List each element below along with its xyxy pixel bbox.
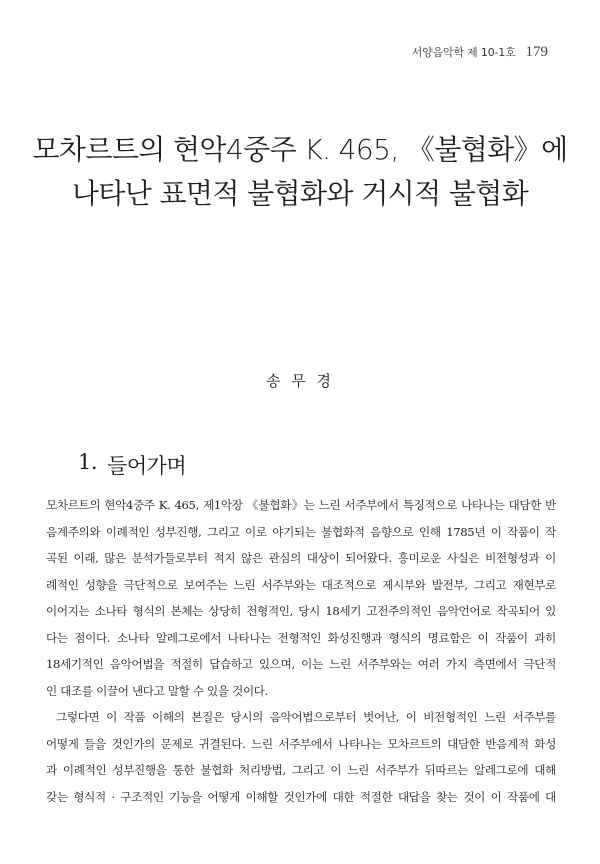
article-title-line-2: 나타난 표면적 불협화와 거시적 불협화 (71, 177, 529, 210)
paragraph-1-line: 인 대조를 이끌어 낸다고 말할 수 있을 것이다. (46, 683, 268, 698)
running-header (412, 44, 548, 61)
article-title-line-1: 모차르트의 현악4중주 K. 465, 《불협화》에 (32, 133, 568, 166)
body-text (46, 492, 556, 810)
paragraph-2-line: 과 이례적인 성부진행을 통한 불협화 처리방법, 그리고 이 느린 서주부가 뒤따르는 알레그로에 대해 (46, 763, 556, 777)
paragraph-2-line: 어떻게 들을 것인가의 문제로 귀결된다. 느린 서주부에서 나타나는 모차르트의 대담한 반음계적 화성 (46, 736, 556, 751)
section-title: 들어가며 (107, 454, 187, 478)
paragraph-1-line: 모차르트의 현악4중주 K. 465, 제1악장 《불협화》는 느린 서주부에서 특징적으로 나타나는 대담한 반 (46, 498, 556, 512)
paragraph-1-line: 이어지는 소나타 형식의 본체는 상당히 전형적인, 당시 18세기 고전주의적인 음악언어로 작곡되어 있 (46, 604, 556, 618)
section-number: 1. (78, 450, 98, 474)
journal-title: 서양음악학 제 10-1호 (411, 46, 516, 59)
author-name: 송 무 경 (265, 372, 334, 390)
paragraph-2-line: 그렇다면 이 작품 이해의 본질은 당시의 음악어법으로부터 벗어난, 이 비전형적인 느린 서주부를 (56, 710, 556, 724)
paragraph-2-line: 갖는 형식적 · 구조적인 기능을 어떻게 이해할 것인가에 대한 적절한 대답을 찾는 것이 이 작품에 대 (46, 789, 556, 804)
page-number: 179 (525, 44, 548, 60)
paragraph-1-line: 곡된 이래, 많은 분석가들로부터 적지 않은 관심의 대상이 되어왔다. 흥미로운 사실은 비전형성과 이 (46, 551, 556, 565)
paragraph-1-line: 18세기적인 음악어법을 적절히 답습하고 있으며, 이는 느린 서주부와는 여러 가지 측면에서 극단적 (46, 657, 556, 671)
paragraph-1-line: 음계주의와 이례적인 성부진행, 그리고 이로 야기되는 불협화적 음향으로 인해 1785년 이 작품이 작 (46, 524, 556, 539)
article-title (0, 128, 600, 216)
paragraph-1-line: 례적인 성향을 극단적으로 보여주는 느린 서주부와는 대조적으로 제시부와 발전부, 그리고 재현부로 (46, 577, 556, 592)
paragraph-1-line: 다는 점이다. 소나타 알레그로에서 나타나는 전형적인 화성진행과 형식의 명료함은 이 작품이 과히 (46, 630, 556, 645)
section-heading (78, 450, 186, 480)
